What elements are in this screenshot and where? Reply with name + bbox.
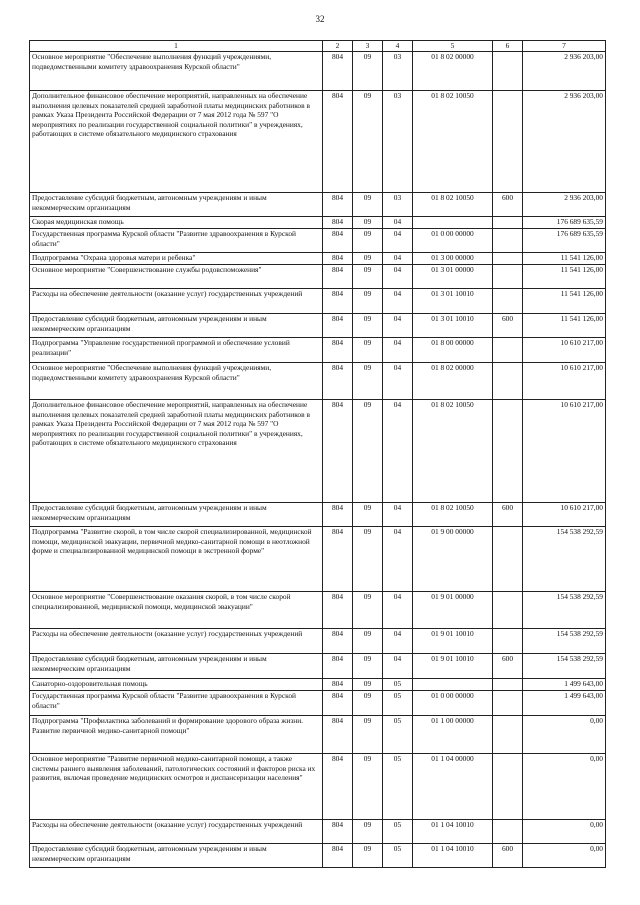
column-header: 3 [353, 41, 383, 52]
ministry-code-cell: 804 [323, 629, 353, 654]
subsection-code-cell: 04 [383, 654, 413, 679]
section-code-cell: 09 [353, 592, 383, 629]
section-code-cell: 09 [353, 716, 383, 754]
table-row [30, 592, 606, 629]
table-row [30, 253, 606, 265]
table-row [30, 400, 606, 503]
target-article-cell: 01 9 00 00000 [413, 527, 493, 592]
section-code-cell: 09 [353, 289, 383, 314]
expense-name-cell: Расходы на обеспечение деятельности (оказание услуг) государственных учреждений [30, 629, 323, 654]
expense-name-cell: Предоставление субсидий бюджетным, автономным учреждениям и иным некоммерческим организациям [30, 314, 323, 338]
subsection-code-cell: 04 [383, 229, 413, 253]
expense-type-cell: 600 [493, 314, 523, 338]
ministry-code-cell: 804 [323, 229, 353, 253]
section-code-cell: 09 [353, 265, 383, 289]
target-article-cell: 01 3 01 10010 [413, 289, 493, 314]
expense-name-cell: Предоставление субсидий бюджетным, автономным учреждениям и иным некоммерческим организациям [30, 193, 323, 217]
amount-cell: 1 499 643,00 [523, 679, 606, 691]
subsection-code-cell: 05 [383, 820, 413, 844]
expense-name-cell: Подпрограмма "Управление государственной программой и обеспечение условий реализации" [30, 338, 323, 363]
expense-type-cell: 600 [493, 654, 523, 679]
expense-type-cell [493, 691, 523, 716]
subsection-code-cell: 04 [383, 265, 413, 289]
amount-cell: 2 936 203,00 [523, 91, 606, 193]
ministry-code-cell: 804 [323, 363, 353, 400]
column-header: 5 [413, 41, 493, 52]
amount-cell: 11 541 126,00 [523, 314, 606, 338]
target-article-cell: 01 8 02 00000 [413, 363, 493, 400]
amount-cell: 2 936 203,00 [523, 193, 606, 217]
ministry-code-cell: 804 [323, 253, 353, 265]
target-article-cell: 01 8 02 10050 [413, 400, 493, 503]
amount-cell: 10 610 217,00 [523, 338, 606, 363]
section-code-cell: 09 [353, 229, 383, 253]
section-code-cell: 09 [353, 820, 383, 844]
table-row [30, 629, 606, 654]
expense-name-cell: Предоставление субсидий бюджетным, автономным учреждениям и иным некоммерческим организациям [30, 654, 323, 679]
section-code-cell: 09 [353, 844, 383, 868]
expense-type-cell [493, 527, 523, 592]
ministry-code-cell: 804 [323, 691, 353, 716]
expense-name-cell: Дополнительное финансовое обеспечение мероприятий, направленных на обеспечение выполнения целевых показателей средней заработной платы медицинских работников в рамках Указа Президента Российской Федерации от 7 мая 2012 года № 597 "О мероприятиях по реализации государственной социальной политики" в учреждениях, работающих в системе обязательного медицинского страхования [30, 400, 323, 503]
section-code-cell: 09 [353, 527, 383, 592]
target-article-cell: 01 8 02 10050 [413, 503, 493, 527]
table-row [30, 91, 606, 193]
section-code-cell: 09 [353, 91, 383, 193]
amount-cell: 176 689 635,59 [523, 217, 606, 229]
amount-cell: 2 936 203,00 [523, 52, 606, 91]
expense-type-cell [493, 716, 523, 754]
section-code-cell: 09 [353, 217, 383, 229]
table-row [30, 527, 606, 592]
ministry-code-cell: 804 [323, 400, 353, 503]
expense-type-cell [493, 265, 523, 289]
amount-cell: 154 538 292,59 [523, 654, 606, 679]
target-article-cell: 01 1 04 10010 [413, 844, 493, 868]
amount-cell: 11 541 126,00 [523, 265, 606, 289]
table-row [30, 654, 606, 679]
table-row [30, 679, 606, 691]
table-row [30, 691, 606, 716]
amount-cell: 11 541 126,00 [523, 289, 606, 314]
table-row [30, 754, 606, 820]
expense-name-cell: Основное мероприятие "Совершенствование службы родовспоможения" [30, 265, 323, 289]
amount-cell: 176 689 635,59 [523, 229, 606, 253]
target-article-cell: 01 9 01 10010 [413, 654, 493, 679]
subsection-code-cell: 05 [383, 691, 413, 716]
subsection-code-cell: 05 [383, 679, 413, 691]
ministry-code-cell: 804 [323, 754, 353, 820]
ministry-code-cell: 804 [323, 193, 353, 217]
table-row [30, 338, 606, 363]
expense-name-cell: Подпрограмма "Охрана здоровья матери и ребенка" [30, 253, 323, 265]
expense-name-cell: Основное мероприятие "Совершенствование оказания скорой, в том числе скорой специализированной, медицинской помощи, медицинской эвакуации" [30, 592, 323, 629]
table-row [30, 193, 606, 217]
target-article-cell: 01 9 01 00000 [413, 592, 493, 629]
target-article-cell: 01 0 00 00000 [413, 229, 493, 253]
amount-cell: 0,00 [523, 820, 606, 844]
ministry-code-cell: 804 [323, 820, 353, 844]
expense-type-cell [493, 592, 523, 629]
expense-name-cell: Дополнительное финансовое обеспечение мероприятий, направленных на обеспечение выполнения целевых показателей средней заработной платы медицинских работников в рамках Указа Президента Российской Федерации от 7 мая 2012 года № 597 "О мероприятиях по реализации государственной социальной политики" в учреждениях, работающих в системе обязательного медицинского страхования [30, 91, 323, 193]
subsection-code-cell: 04 [383, 363, 413, 400]
amount-cell: 10 610 217,00 [523, 400, 606, 503]
subsection-code-cell: 04 [383, 289, 413, 314]
column-header: 4 [383, 41, 413, 52]
expense-name-cell: Основное мероприятие "Обеспечение выполнения функций учреждениями, подведомственными комитету здравоохранения Курской области" [30, 52, 323, 91]
subsection-code-cell: 03 [383, 52, 413, 91]
subsection-code-cell: 04 [383, 217, 413, 229]
expense-name-cell: Предоставление субсидий бюджетным, автономным учреждениям и иным некоммерческим организациям [30, 844, 323, 868]
subsection-code-cell: 04 [383, 314, 413, 338]
expense-name-cell: Подпрограмма "Развитие скорой, в том числе скорой специализированной, медицинской помощи, медицинской эвакуации, первичной медико-санитарной помощи в неотложной форме и специализированной медицинской помощи в экстренной форме" [30, 527, 323, 592]
target-article-cell: 01 8 00 00000 [413, 338, 493, 363]
section-code-cell: 09 [353, 338, 383, 363]
amount-cell: 154 538 292,59 [523, 592, 606, 629]
column-header: 2 [323, 41, 353, 52]
table-row [30, 229, 606, 253]
section-code-cell: 09 [353, 314, 383, 338]
expense-name-cell: Скорая медицинская помощь [30, 217, 323, 229]
section-code-cell: 09 [353, 754, 383, 820]
amount-cell: 11 541 126,00 [523, 253, 606, 265]
target-article-cell: 01 1 04 00000 [413, 754, 493, 820]
ministry-code-cell: 804 [323, 289, 353, 314]
subsection-code-cell: 04 [383, 629, 413, 654]
amount-cell: 154 538 292,59 [523, 629, 606, 654]
expense-type-cell [493, 629, 523, 654]
ministry-code-cell: 804 [323, 654, 353, 679]
ministry-code-cell: 804 [323, 265, 353, 289]
expense-type-cell [493, 679, 523, 691]
subsection-code-cell: 04 [383, 592, 413, 629]
amount-cell: 10 610 217,00 [523, 503, 606, 527]
amount-cell: 0,00 [523, 844, 606, 868]
expense-name-cell: Санаторно-оздоровительная помощь [30, 679, 323, 691]
expense-name-cell: Расходы на обеспечение деятельности (оказание услуг) государственных учреждений [30, 820, 323, 844]
subsection-code-cell: 04 [383, 503, 413, 527]
section-code-cell: 09 [353, 193, 383, 217]
ministry-code-cell: 804 [323, 716, 353, 754]
ministry-code-cell: 804 [323, 338, 353, 363]
target-article-cell: 01 3 00 00000 [413, 253, 493, 265]
amount-cell: 0,00 [523, 754, 606, 820]
section-code-cell: 09 [353, 691, 383, 716]
section-code-cell: 09 [353, 400, 383, 503]
amount-cell: 1 499 643,00 [523, 691, 606, 716]
section-code-cell: 09 [353, 253, 383, 265]
expense-name-cell: Основное мероприятие "Развитие первичной медико-санитарной помощи, а также системы раннего выявления заболеваний, патологических состояний и факторов риска их развития, включая проведение медицинских осмотров и диспансеризации населения" [30, 754, 323, 820]
target-article-cell: 01 1 00 00000 [413, 716, 493, 754]
section-code-cell: 09 [353, 679, 383, 691]
ministry-code-cell: 804 [323, 217, 353, 229]
table-row [30, 363, 606, 400]
target-article-cell: 01 3 01 00000 [413, 265, 493, 289]
expense-name-cell: Основное мероприятие "Обеспечение выполнения функций учреждениями, подведомственными комитету здравоохранения Курской области" [30, 363, 323, 400]
amount-cell: 10 610 217,00 [523, 363, 606, 400]
expense-type-cell [493, 229, 523, 253]
expense-type-cell [493, 400, 523, 503]
subsection-code-cell: 04 [383, 338, 413, 363]
column-header: 6 [493, 41, 523, 52]
amount-cell: 154 538 292,59 [523, 527, 606, 592]
expense-type-cell [493, 754, 523, 820]
subsection-code-cell: 04 [383, 253, 413, 265]
expense-name-cell: Подпрограмма "Профилактика заболеваний и формирование здорового образа жизни. Развитие первичной медико-санитарной помощи" [30, 716, 323, 754]
ministry-code-cell: 804 [323, 503, 353, 527]
target-article-cell: 01 0 00 00000 [413, 691, 493, 716]
table-row [30, 716, 606, 754]
expense-type-cell [493, 289, 523, 314]
expense-type-cell: 600 [493, 193, 523, 217]
ministry-code-cell: 804 [323, 52, 353, 91]
table-row [30, 844, 606, 868]
table-body [30, 52, 606, 868]
section-code-cell: 09 [353, 52, 383, 91]
subsection-code-cell: 03 [383, 91, 413, 193]
ministry-code-cell: 804 [323, 844, 353, 868]
target-article-cell: 01 8 02 10050 [413, 193, 493, 217]
target-article-cell [413, 217, 493, 229]
page-number: 32 [315, 14, 325, 24]
target-article-cell: 01 1 04 10010 [413, 820, 493, 844]
expense-type-cell [493, 217, 523, 229]
expense-type-cell [493, 52, 523, 91]
subsection-code-cell: 04 [383, 527, 413, 592]
target-article-cell: 01 8 02 00000 [413, 52, 493, 91]
ministry-code-cell: 804 [323, 91, 353, 193]
amount-cell: 0,00 [523, 716, 606, 754]
table-header-row [30, 41, 606, 52]
target-article-cell: 01 3 01 10010 [413, 314, 493, 338]
table-row [30, 503, 606, 527]
ministry-code-cell: 804 [323, 679, 353, 691]
ministry-code-cell: 804 [323, 314, 353, 338]
budget-table [29, 40, 606, 868]
table-row [30, 289, 606, 314]
expense-type-cell [493, 253, 523, 265]
subsection-code-cell: 04 [383, 400, 413, 503]
expense-type-cell [493, 363, 523, 400]
ministry-code-cell: 804 [323, 527, 353, 592]
section-code-cell: 09 [353, 629, 383, 654]
expense-type-cell: 600 [493, 503, 523, 527]
subsection-code-cell: 03 [383, 193, 413, 217]
target-article-cell: 01 8 02 10050 [413, 91, 493, 193]
table-row [30, 52, 606, 91]
target-article-cell: 01 9 01 10010 [413, 629, 493, 654]
table-row [30, 265, 606, 289]
expense-type-cell [493, 91, 523, 193]
table-row [30, 314, 606, 338]
table-row [30, 217, 606, 229]
subsection-code-cell: 05 [383, 754, 413, 820]
subsection-code-cell: 05 [383, 844, 413, 868]
subsection-code-cell: 05 [383, 716, 413, 754]
expense-type-cell: 600 [493, 844, 523, 868]
expense-type-cell [493, 338, 523, 363]
column-header: 1 [30, 41, 323, 52]
expense-name-cell: Государственная программа Курской области "Развитие здравоохранения в Курской области" [30, 691, 323, 716]
expense-name-cell: Расходы на обеспечение деятельности (оказание услуг) государственных учреждений [30, 289, 323, 314]
section-code-cell: 09 [353, 363, 383, 400]
ministry-code-cell: 804 [323, 592, 353, 629]
target-article-cell [413, 679, 493, 691]
section-code-cell: 09 [353, 503, 383, 527]
expense-type-cell [493, 820, 523, 844]
expense-name-cell: Предоставление субсидий бюджетным, автономным учреждениям и иным некоммерческим организациям [30, 503, 323, 527]
table-row [30, 820, 606, 844]
expense-name-cell: Государственная программа Курской области "Развитие здравоохранения в Курской области" [30, 229, 323, 253]
column-header: 7 [523, 41, 606, 52]
section-code-cell: 09 [353, 654, 383, 679]
